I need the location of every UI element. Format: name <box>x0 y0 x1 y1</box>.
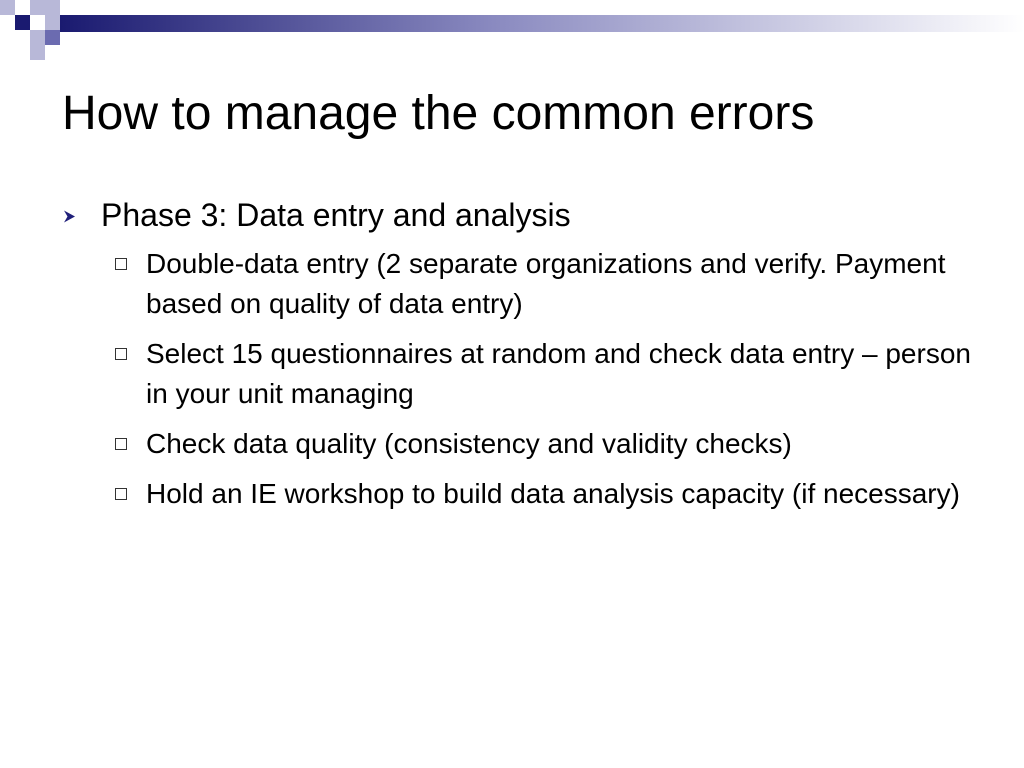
sub-bullet-item <box>114 244 982 324</box>
header-decoration <box>0 0 1024 70</box>
checkbox-bullet-icon <box>115 488 127 500</box>
checkbox-bullet-icon <box>115 438 127 450</box>
sub-bullet-text: Check data quality (consistency and validity checks) <box>146 428 792 460</box>
slide-title: How to manage the common errors <box>62 87 815 140</box>
sub-bullet-item <box>114 474 982 514</box>
sub-bullet-item <box>114 424 982 464</box>
sub-bullet-list <box>62 244 982 514</box>
arrowhead-bullet-icon <box>63 210 76 223</box>
sub-bullet-text: Select 15 questionnaires at random and check data entry – person in your unit managing <box>146 338 971 410</box>
checkbox-bullet-icon <box>115 258 127 270</box>
sub-bullet-text: Hold an IE workshop to build data analysis capacity (if necessary) <box>146 478 960 510</box>
checkbox-bullet-icon <box>115 348 127 360</box>
sub-bullet-item <box>114 334 982 414</box>
slide-body <box>62 196 982 524</box>
sub-bullet-text: Double-data entry (2 separate organizations and verify. Payment based on quality of data entry) <box>146 248 946 320</box>
bullet-phase-3-text: Phase 3: Data entry and analysis <box>101 197 571 233</box>
bullet-phase-3 <box>62 196 982 234</box>
